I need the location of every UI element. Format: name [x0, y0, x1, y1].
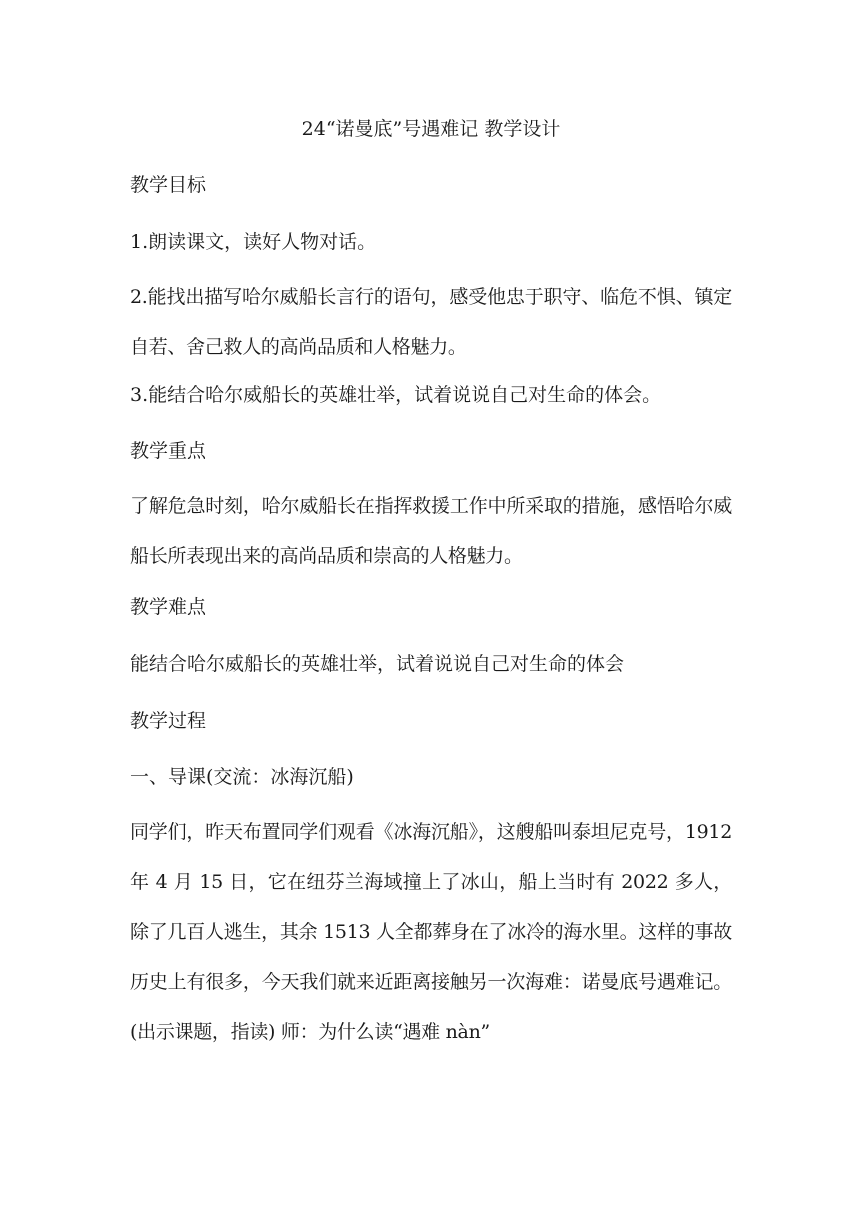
- objectives-heading: 教学目标: [130, 174, 207, 196]
- document-title: 24“诺曼底”号遇难记 教学设计: [301, 118, 561, 140]
- objective-2: 2.能找出描写哈尔威船长言行的语句，感受他忠于职守、临危不惧、镇定自若、舍己救人的高尚品质和人格魅力。: [130, 286, 732, 358]
- process-heading: 教学过程: [130, 710, 207, 732]
- difficulties-text: 能结合哈尔威船长的英雄壮举，试着说说自己对生命的体会: [130, 653, 625, 675]
- objective-1: 1.朗读课文，读好人物对话。: [130, 231, 377, 253]
- key-points-heading: 教学重点: [130, 440, 207, 462]
- section-1-heading: 一、导课(交流：冰海沉船): [130, 766, 354, 788]
- difficulties-heading: 教学难点: [130, 596, 207, 618]
- objective-3: 3.能结合哈尔威船长的英雄壮举，试着说说自己对生命的体会。: [130, 384, 662, 406]
- section-1-text: 同学们，昨天布置同学们观看《冰海沉船》，这艘船叫泰坦尼克号，1912 年 4 月 15 日，它在纽芬兰海域撞上了冰山，船上当时有 2022 多人，除了几百人逃生，其余 1513 人全都葬身在了冰冷的海水里。这样的事故历史上有很多，今天我们就来近距离接触另一次海难：诺曼底号遇难记。(出示课题，指读) 师：为什么读“遇难 nàn”: [130, 821, 732, 1043]
- key-points-text: 了解危急时刻，哈尔威船长在指挥救援工作中所采取的措施，感悟哈尔威船长所表现出来的高尚品质和崇高的人格魅力。: [130, 495, 732, 567]
